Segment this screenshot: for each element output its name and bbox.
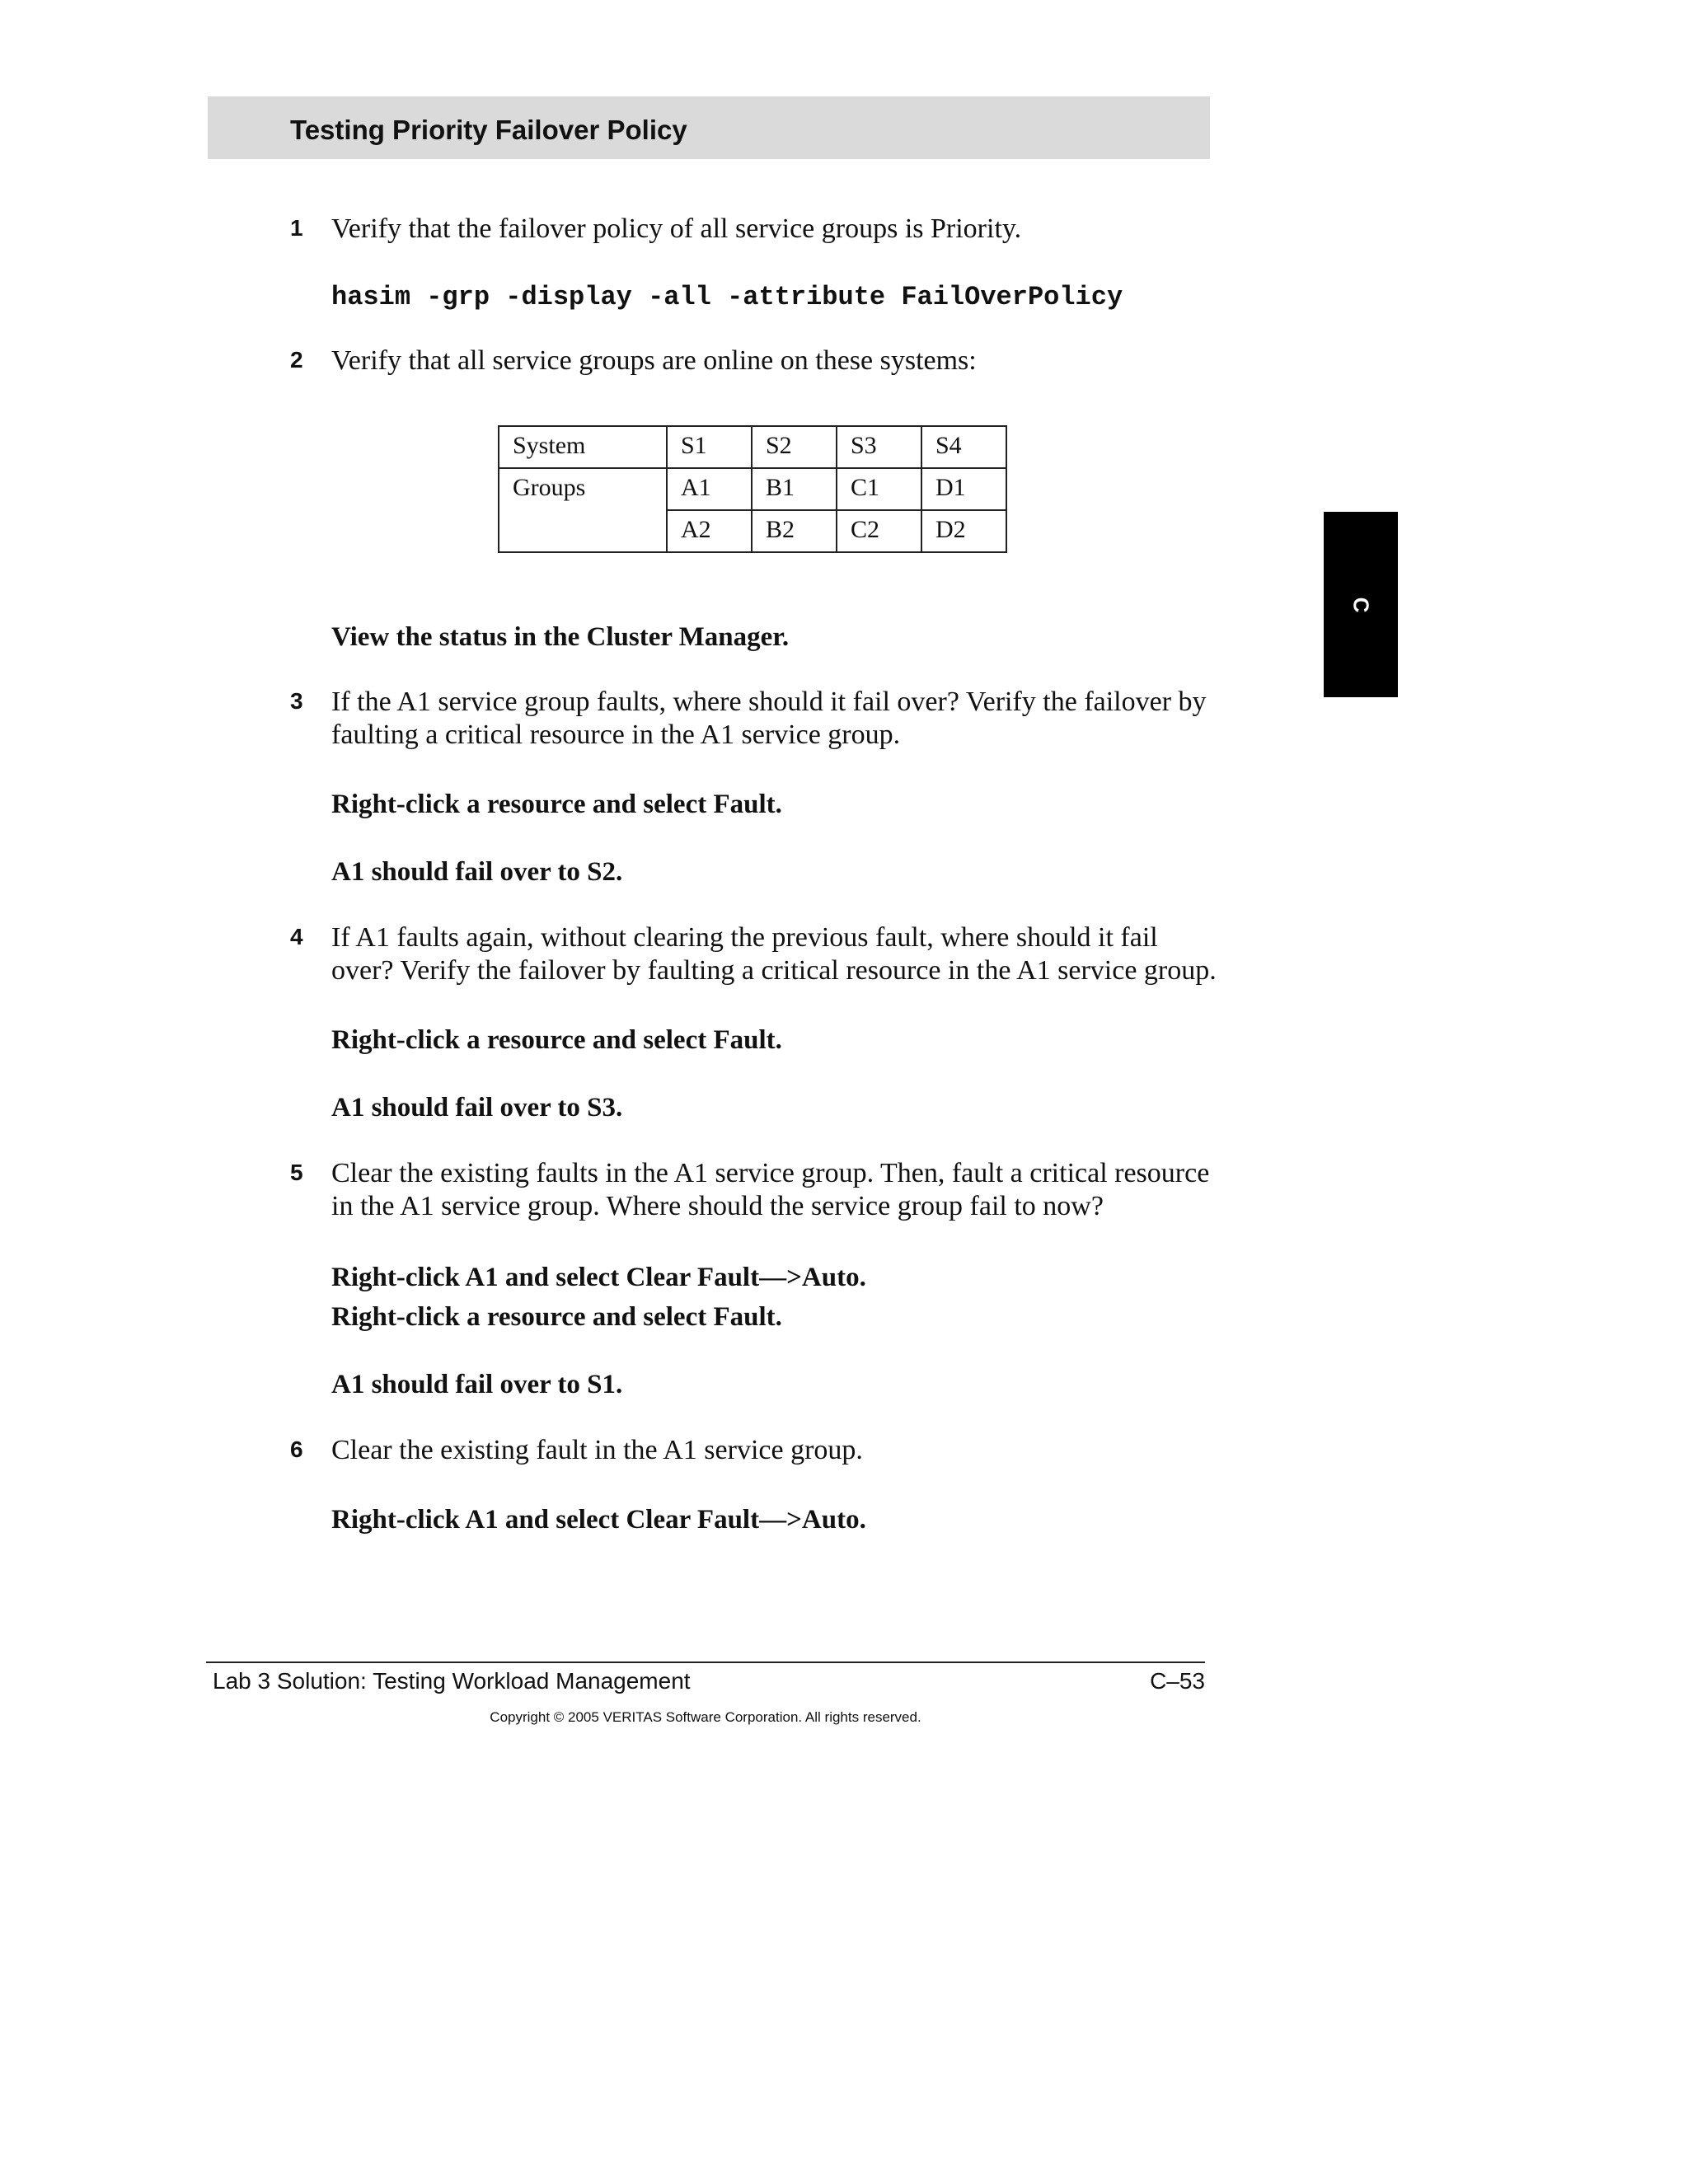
answer-text: Right-click a resource and select Fault. [331,790,782,819]
table-cell: S2 [752,426,837,468]
answer-text: Right-click a resource and select Fault. [331,1025,782,1055]
copyright-notice: Copyright © 2005 VERITAS Software Corporation. All rights reserved. [490,1709,921,1725]
step-number: 4 [290,924,303,949]
table-cell: B2 [752,510,837,552]
step-number: 6 [290,1436,303,1462]
table-cell: S3 [837,426,921,468]
step-text: Clear the existing faults in the A1 service group. Then, fault a critical resource in the A1 service group. Where should the service group fail to now? [331,1158,1210,1221]
step-text: If the A1 service group faults, where should it fail over? Verify the failover by faulting a critical resource in the A1 service group. [331,687,1207,750]
answer-text: View the status in the Cluster Manager. [331,622,790,652]
table-cell: S4 [921,426,1006,468]
step-text: Verify that the failover policy of all service groups is Priority. [331,213,1022,244]
answer-text: Right-click A1 and select Clear Fault—>Auto. [331,1263,866,1292]
step-number: 2 [290,347,303,373]
step-number: 5 [290,1160,303,1185]
footer-divider [206,1661,1205,1663]
answer-text: Right-click a resource and select Fault. [331,1302,782,1332]
page-title: Testing Priority Failover Policy [290,115,687,145]
answer-text: A1 should fail over to S3. [331,1093,623,1122]
table-cell: C1 [837,468,921,510]
systems-groups-table [498,425,1007,553]
table-row [499,426,1006,468]
step-number: 1 [290,215,303,241]
answer-text: A1 should fail over to S1. [331,1370,623,1399]
table-cell: Groups [499,468,667,552]
step-text: If A1 faults again, without clearing the previous fault, where should it fail over? Verify the failover by faulting a critical resource in the A1 service group. [331,922,1217,986]
page-number: C–53 [1150,1668,1205,1694]
appendix-tab [1324,512,1398,697]
table-cell: B1 [752,468,837,510]
table-cell: A1 [667,468,752,510]
table-cell: D2 [921,510,1006,552]
table-cell: S1 [667,426,752,468]
command-text: hasim -grp -display -all -attribute FailOverPolicy [331,282,1123,312]
table-cell: A2 [667,510,752,552]
section-header [208,96,1210,159]
step-text: Clear the existing fault in the A1 service group. [331,1435,863,1465]
footer-chapter-title: Lab 3 Solution: Testing Workload Management [213,1668,691,1694]
step-number: 3 [290,688,303,714]
table-cell: C2 [837,510,921,552]
answer-text: A1 should fail over to S2. [331,857,623,887]
step-text: Verify that all service groups are online on these systems: [331,345,977,376]
appendix-tab-label: C [1348,597,1374,612]
table-cell: System [499,426,667,468]
table-row [499,468,1006,510]
answer-text: Right-click A1 and select Clear Fault—>Auto. [331,1505,866,1535]
table-cell: D1 [921,468,1006,510]
